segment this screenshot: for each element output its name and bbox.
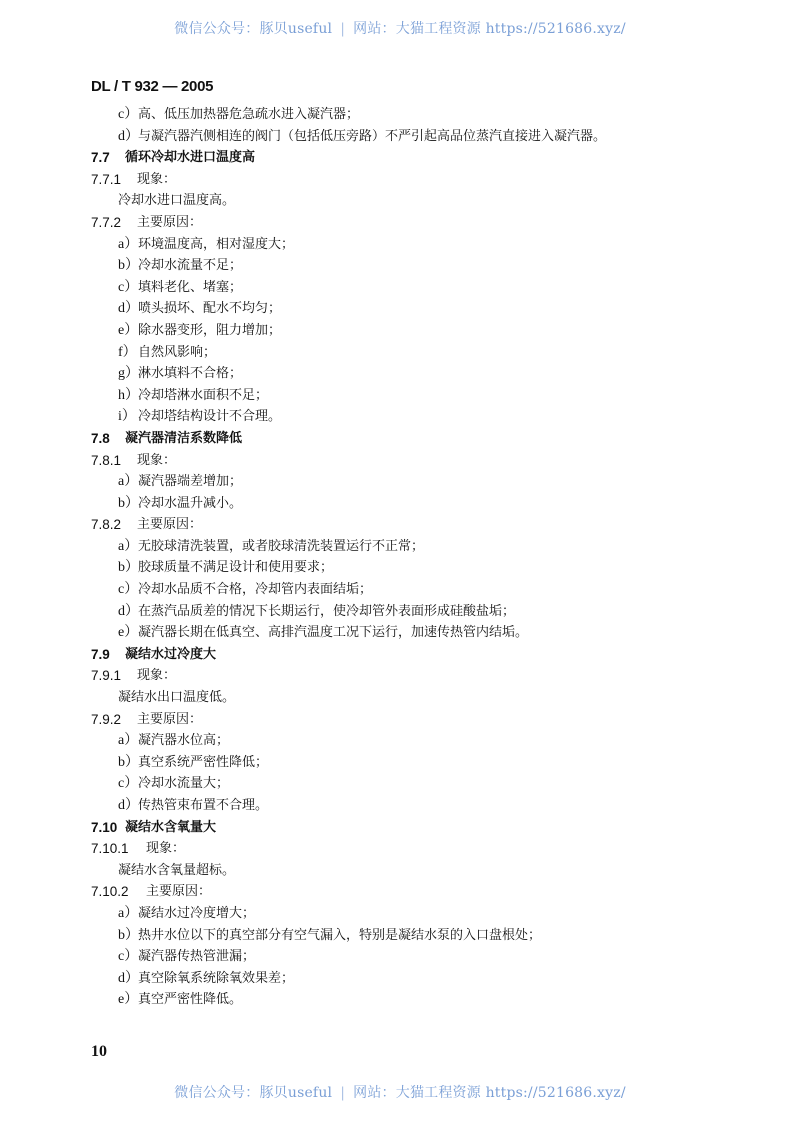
item-label: d）: [118, 603, 139, 619]
item-label: i）: [118, 409, 136, 425]
section-number: 7.8.1: [91, 452, 122, 468]
list-item: [0, 493, 800, 515]
section-number: 7.8.2: [91, 517, 122, 533]
line-text: 传热管束布置不合理。: [138, 798, 269, 813]
item-label: c）: [118, 279, 139, 295]
line-text: 冷却水温升减小。: [138, 495, 243, 511]
item-label: f）: [118, 344, 137, 360]
item-label: h）: [118, 387, 139, 403]
line-text: 凝结水含氧量大: [125, 819, 217, 835]
subsection-heading: [0, 450, 800, 472]
line-text: 现象：: [137, 171, 177, 187]
item-label: e）: [118, 625, 139, 641]
item-label: g）: [118, 366, 139, 382]
line-text: 无胶球清洗装置，或者胶球清洗装置运行不正常；: [138, 538, 425, 554]
watermark-right: 网站：大猫工程资源 https://521686.xyz/: [353, 1085, 626, 1101]
line-text: 环境温度高，相对湿度大；: [138, 236, 295, 252]
list-item: [0, 622, 800, 644]
list-item: [0, 234, 800, 256]
item-label: c）: [118, 107, 139, 122]
line-text: 冷却塔结构设计不合理。: [138, 409, 282, 425]
line-text: 循环冷却水进口温度高: [125, 150, 256, 166]
subsection-heading: [0, 514, 800, 536]
section-heading: [0, 644, 800, 666]
section-number: 7.10.1: [91, 841, 129, 857]
line-text: 凝结水出口温度低。: [118, 690, 236, 706]
line-text: 填料老化、堵塞；: [138, 279, 243, 295]
section-number: 7.9.1: [91, 668, 122, 684]
line-text: 凝汽器传热管泄漏；: [138, 949, 256, 965]
item-label: b）: [118, 560, 139, 576]
line-text: 凝结水过冷度大: [125, 646, 217, 662]
watermark-left: 微信公众号：豚贝useful: [174, 21, 333, 37]
paragraph: [0, 860, 800, 882]
watermark-right: 网站：大猫工程资源 https://521686.xyz/: [353, 21, 626, 37]
section-heading: [0, 428, 800, 450]
list-item: [0, 320, 800, 342]
item-label: a）: [118, 733, 139, 749]
list-item: [0, 903, 800, 925]
item-label: a）: [118, 538, 139, 554]
line-text: 现象：: [137, 452, 177, 468]
item-label: e）: [118, 992, 139, 1008]
watermark-top: [0, 18, 800, 38]
list-item: [0, 104, 800, 126]
section-number: 7.8: [91, 430, 110, 446]
section-number: 7.9: [91, 646, 110, 662]
list-item: [0, 579, 800, 601]
line-text: 冷却水流量不足；: [138, 258, 243, 274]
list-item: [0, 255, 800, 277]
item-label: a）: [118, 905, 139, 921]
paragraph: [0, 190, 800, 212]
list-item: [0, 298, 800, 320]
line-text: 凝结水含氧量超标。: [118, 862, 236, 878]
document-body: [0, 104, 800, 1011]
list-item: [0, 385, 800, 407]
list-item: [0, 277, 800, 299]
item-label: b）: [118, 927, 139, 943]
item-label: b）: [118, 495, 139, 511]
line-text: 冷却水流量大；: [138, 776, 230, 792]
item-label: c）: [118, 776, 139, 792]
section-number: 7.10.2: [91, 884, 129, 900]
line-text: 喷头损坏、配水不均匀；: [138, 301, 282, 317]
list-item: [0, 773, 800, 795]
page-number: 10: [91, 1043, 107, 1060]
item-label: e）: [118, 322, 139, 338]
list-item: [0, 730, 800, 752]
line-text: 现象：: [137, 668, 177, 684]
line-text: 冷却塔淋水面积不足；: [138, 387, 269, 403]
section-number: 7.7.2: [91, 214, 122, 230]
item-label: c）: [118, 949, 139, 965]
line-text: 胶球质量不满足设计和使用要求；: [138, 560, 334, 576]
section-heading: [0, 147, 800, 169]
list-item: [0, 536, 800, 558]
line-text: 真空系统严密性降低；: [138, 754, 269, 770]
section-number: 7.9.2: [91, 711, 122, 727]
line-text: 主要原因：: [137, 214, 203, 230]
item-label: c）: [118, 582, 139, 598]
section-number: 7.10: [91, 819, 118, 835]
paragraph: [0, 687, 800, 709]
list-item: [0, 795, 800, 817]
list-item: [0, 471, 800, 493]
line-text: 凝汽器清洁系数降低: [125, 430, 243, 446]
list-item: [0, 752, 800, 774]
line-text: 凝汽器端差增加；: [138, 474, 243, 490]
line-text: 自然风影响；: [138, 344, 217, 360]
list-item: [0, 406, 800, 428]
line-text: 冷却水品质不合格，冷却管内表面结垢；: [138, 582, 373, 598]
line-text: 主要原因：: [146, 884, 212, 900]
list-item: [0, 968, 800, 990]
list-item: [0, 946, 800, 968]
subsection-heading: [0, 881, 800, 903]
line-text: 凝汽器长期在低真空、高排汽温度工况下运行，加速传热管内结垢。: [138, 625, 529, 641]
item-label: b）: [118, 258, 139, 274]
line-text: 与凝汽器汽侧相连的阀门（包括低压旁路）不严引起高品位蒸汽直接进入凝汽器。: [138, 128, 607, 144]
item-label: d）: [118, 301, 139, 317]
item-label: d）: [118, 128, 139, 144]
watermark-separator: |: [340, 21, 346, 37]
list-item: [0, 126, 800, 148]
section-number: 7.7.1: [91, 171, 122, 187]
line-text: 凝汽器水位高；: [138, 733, 230, 749]
list-item: [0, 363, 800, 385]
watermark-separator: |: [340, 1085, 346, 1101]
line-text: 淋水填料不合格；: [138, 366, 243, 382]
subsection-heading: [0, 212, 800, 234]
item-label: a）: [118, 474, 139, 490]
list-item: [0, 989, 800, 1011]
line-text: 主要原因：: [137, 711, 203, 727]
item-label: d）: [118, 798, 139, 813]
watermark-bottom: [0, 1082, 800, 1102]
line-text: 真空严密性降低。: [138, 992, 243, 1008]
line-text: 冷却水进口温度高。: [118, 193, 236, 209]
list-item: [0, 925, 800, 947]
item-label: b）: [118, 754, 139, 770]
watermark-left: 微信公众号：豚贝useful: [174, 1085, 333, 1101]
subsection-heading: [0, 838, 800, 860]
item-label: a）: [118, 236, 139, 252]
section-number: 7.7: [91, 150, 110, 166]
subsection-heading: [0, 169, 800, 191]
section-heading: [0, 817, 800, 839]
list-item: [0, 557, 800, 579]
line-text: 现象：: [146, 841, 186, 857]
subsection-heading: [0, 709, 800, 731]
subsection-heading: [0, 665, 800, 687]
line-text: 在蒸汽品质差的情况下长期运行，使冷却管外表面形成硅酸盐垢；: [138, 603, 516, 619]
list-item: [0, 601, 800, 623]
line-text: 真空除氧系统除氧效果差；: [138, 970, 295, 986]
line-text: 主要原因：: [137, 517, 203, 533]
document-code: DL / T 932 — 2005: [91, 78, 214, 95]
list-item: [0, 342, 800, 364]
line-text: 热井水位以下的真空部分有空气漏入，特别是凝结水泵的入口盘根处；: [138, 927, 542, 943]
line-text: 除水器变形，阻力增加；: [138, 322, 282, 338]
item-label: d）: [118, 970, 139, 986]
line-text: 高、低压加热器危急疏水进入凝汽器；: [138, 107, 360, 122]
line-text: 凝结水过冷度增大；: [138, 905, 256, 921]
